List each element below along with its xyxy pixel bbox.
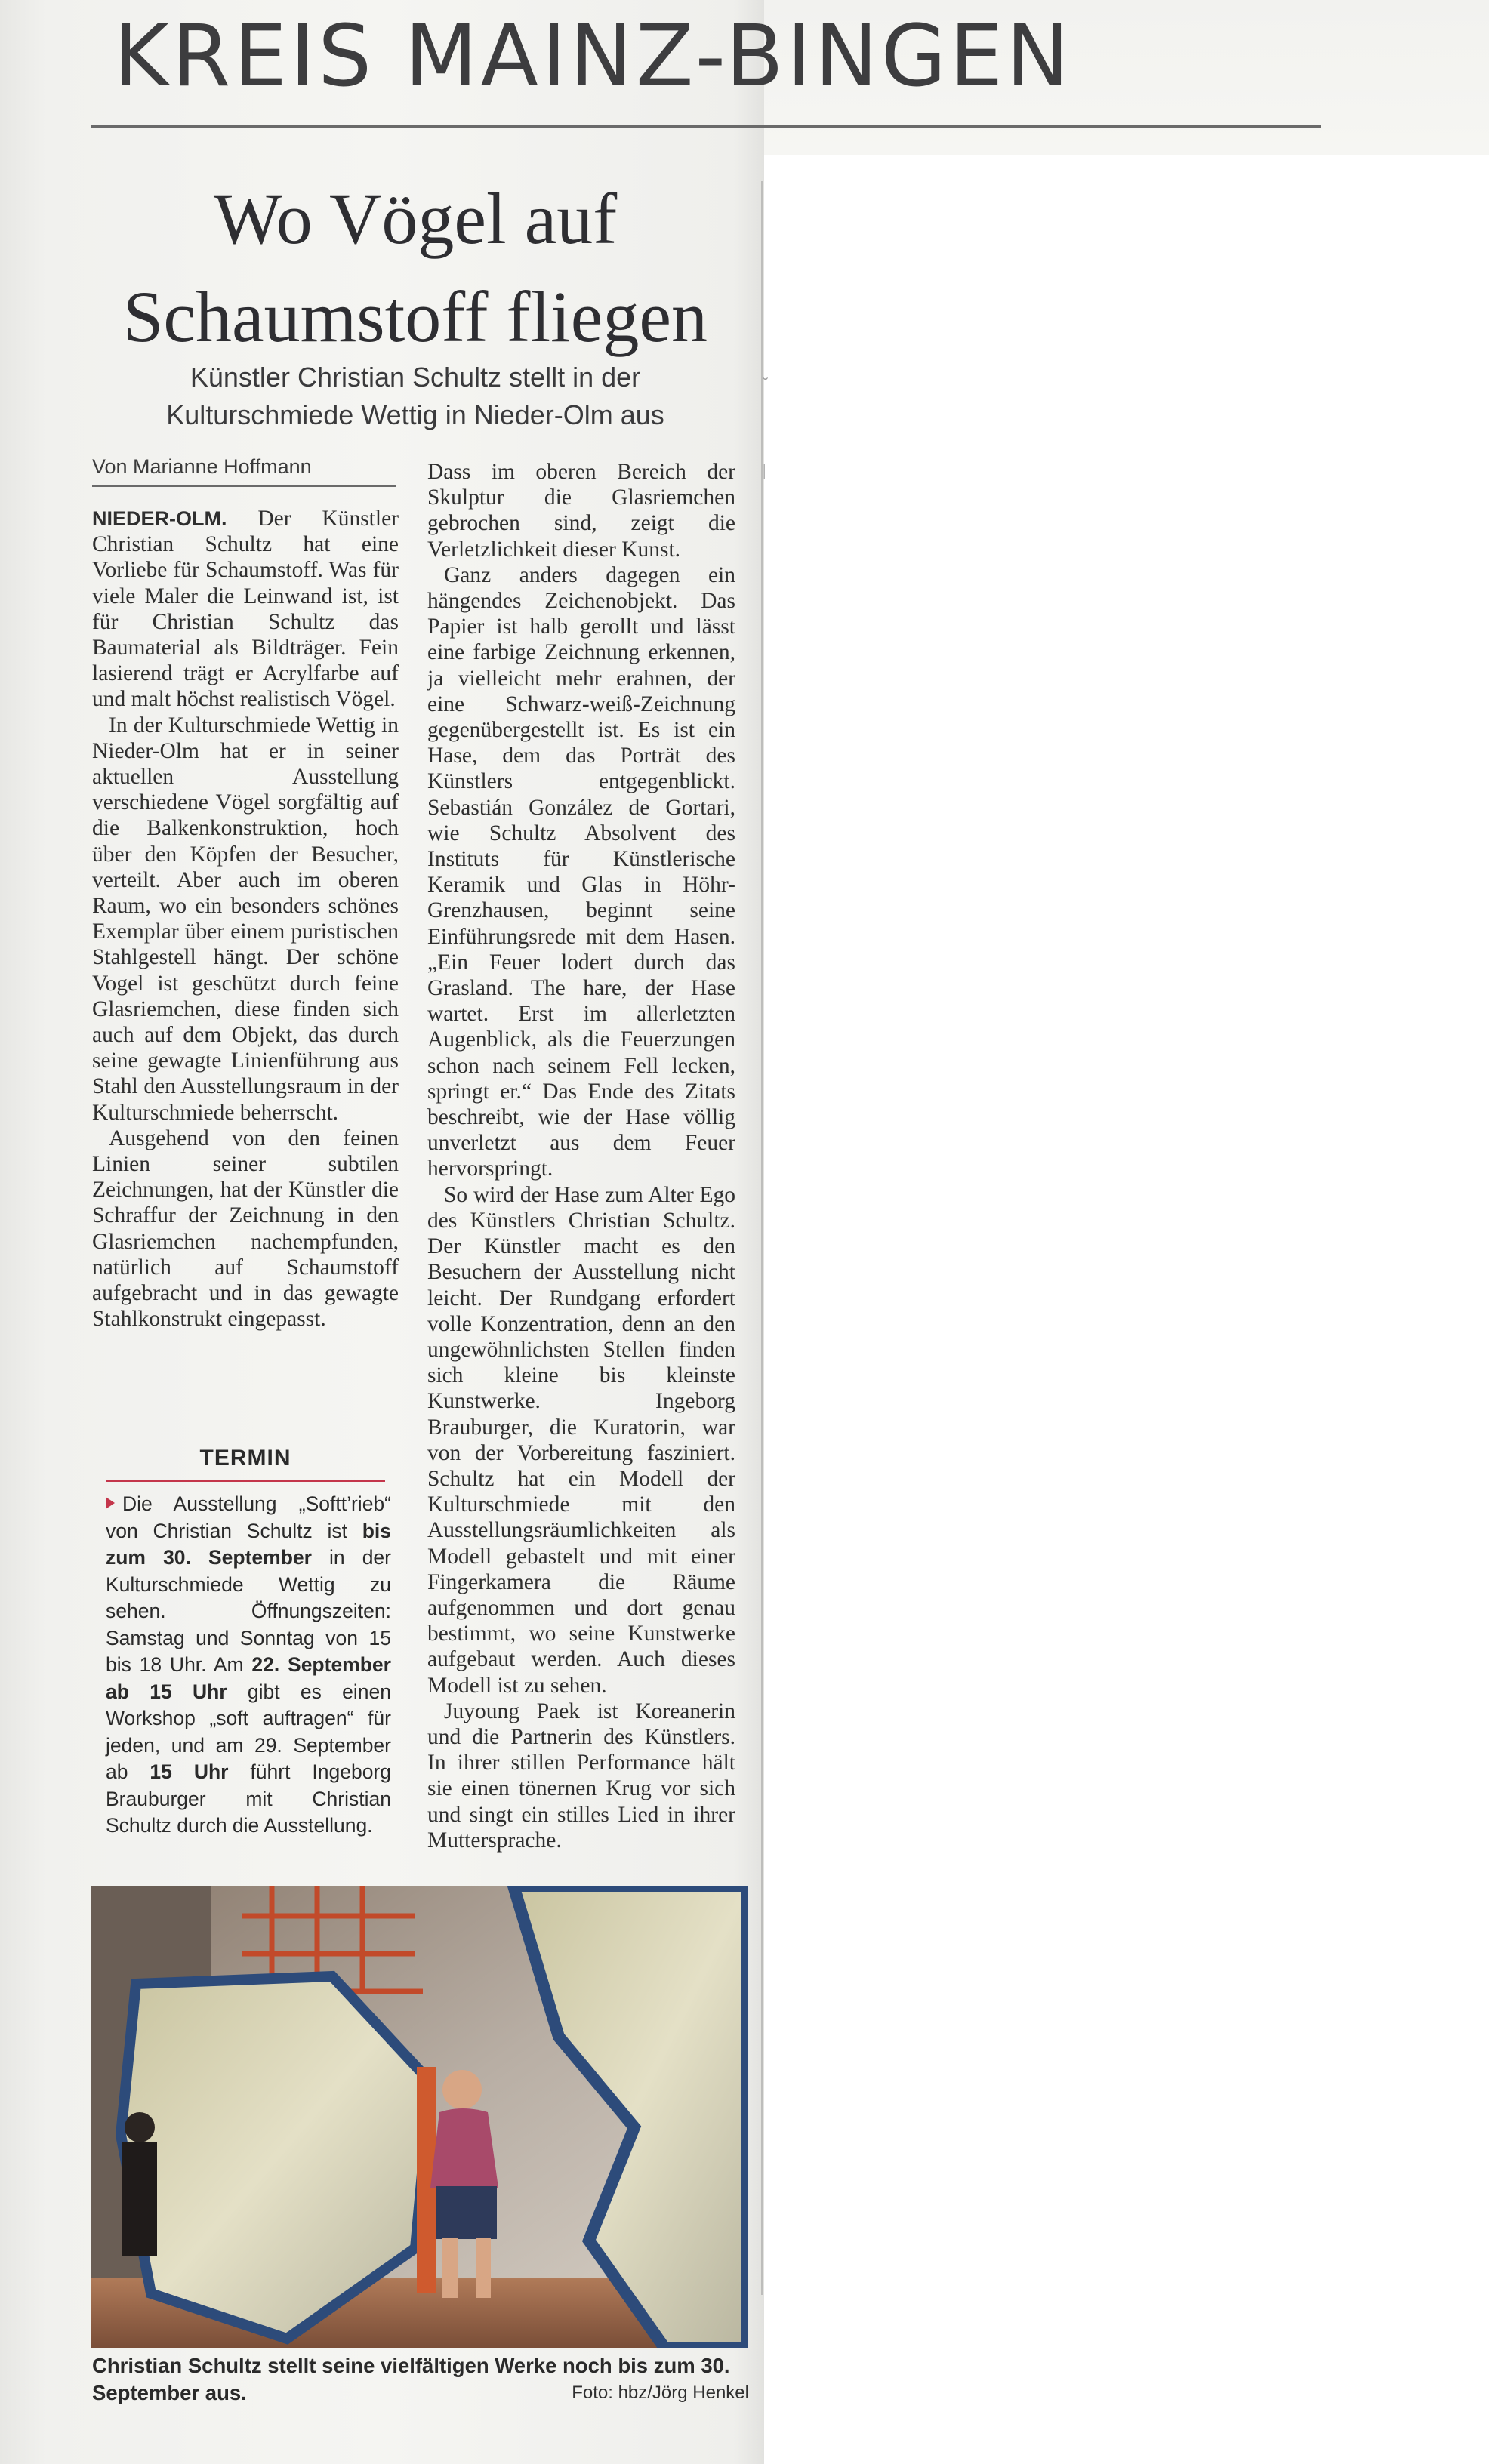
termin-text: gibt es einen Workshop „soft auftragen“ für jeden, und am 29. September ab: [106, 1680, 391, 1783]
edge-mark: ˘: [763, 374, 769, 393]
article-paragraph: Dass im oberen Bereich der Skulptur die Glasriemchen gebrochen sind, zeigt die Verletzlichkeit dieser Kunst.: [427, 460, 735, 562]
photo-credit: Foto: hbz/Jörg Henkel: [572, 2382, 749, 2403]
subheadline: [83, 359, 748, 434]
termin-rule: [106, 1480, 385, 1482]
byline-rule: [92, 485, 396, 487]
termin-highlight: 15 Uhr: [150, 1760, 229, 1783]
article-paragraph: [92, 506, 399, 713]
headline-line: Schaumstoff fliegen: [122, 276, 708, 357]
subheadline-line: Künstler Christian Schultz stellt in der: [190, 362, 641, 393]
termin-text: in der Kulturschmiede Wettig zu sehen. Öffnungszeiten: Samstag und Sonntag von 15 bis 18 Uhr. Am: [106, 1546, 391, 1676]
photo-illustration: [91, 1886, 748, 2348]
article-column-1: [92, 506, 399, 1332]
edge-mark: |: [763, 460, 766, 479]
triangle-bullet-icon: [106, 1497, 115, 1509]
headline-line: Wo Vögel auf: [213, 178, 618, 259]
photo-caption: [92, 2352, 749, 2407]
article-column-2: [427, 459, 735, 1853]
article-photo: [91, 1886, 748, 2348]
byline: Von Marianne Hoffmann: [92, 455, 312, 478]
article-paragraph: So wird der Hase zum Alter Ego des Künstlers Christian Schultz. Der Künstler macht es den Besuchern der Ausstellung nicht leicht. Der Rundgang erfordert volle Konzentration, denn an den ungewöhnlichsten Stellen finden sich kleine bis kleinste Kunstwerke. Ingeborg Brauburger, die Kuratorin, war von der Vorbereitung fasziniert. Schultz hat ein Modell der Kulturschmiede mit den Ausstellungsräumlichkeiten als Modell gebastelt und mit einer Fingerkamera die Räume aufgenommen und dort genau bestimmt, wo seine Kunstwerke aufgebaut werden. Auch dieses Modell ist zu sehen.: [427, 1182, 735, 1698]
caption-text: Christian Schultz stellt seine vielfältigen Werke noch bis zum 30. September aus.: [92, 2354, 730, 2404]
article-paragraph: Juyoung Paek ist Koreanerin und die Partnerin des Künstlers. In ihrer stillen Performance hält sie einen tönernen Krug vor sich und singt ein stilles Lied in ihrer Muttersprache.: [427, 1699, 735, 1853]
column-edge-rule: [761, 181, 763, 2295]
termin-highlight: 22. September ab 15 Uhr: [106, 1653, 391, 1703]
termin-heading: TERMIN: [199, 1446, 291, 1471]
termin-text: Die Ausstellung „Softt’rieb“ von Christian Schultz ist: [106, 1492, 391, 1542]
headline: [83, 170, 748, 366]
visitor-figure: [122, 2112, 157, 2256]
termin-box: [106, 1491, 391, 1840]
termin-text: führt Ingeborg Brauburger mit Christian Schultz durch die Ausstellung.: [106, 1760, 391, 1837]
article-text: Der Künstler Christian Schultz hat eine Vorliebe für Schaumstoff. Was für viele Maler die Leinwand ist, ist für Christian Schultz das Baumaterial als Bildträger. Fein lasierend trägt er Acrylfarbe auf und malt höchst realistisch Vögel.: [92, 507, 399, 712]
article-paragraph: In der Kulturschmiede Wettig in Nieder-Olm hat er in seiner aktuellen Ausstellung verschiedene Vögel sorgfältig auf die Balkenkonstruktion, hoch über den Köpfen der Besucher, verteilt. Aber auch im oberen Raum, wo ein besonders schönes Exemplar über einem puristischen Stahlgestell hängt. Der schöne Vogel ist geschützt durch feine Glasriemchen, diese finden sich auch auf dem Objekt, das durch seine gewagte Linienführung aus Stahl den Ausstellungsraum in der Kulturschmiede beherrscht.: [92, 713, 399, 1125]
termin-highlight: bis zum 30. September: [106, 1519, 391, 1569]
section-masthead: KREIS MAINZ-BINGEN: [113, 8, 1072, 106]
article-paragraph: Ganz anders dagegen ein hängendes Zeichenobjekt. Das Papier ist halb gerollt und lässt eine farbige Zeichnung erkennen, ja vielleicht mehr erahnen, der eine Schwarz-weiß-Zeichnung gegenübergestellt ist. Es ist ein Hase, dem das Porträt des Künstlers entgegenblickt. Sebastián González de Gortari, wie Schultz Absolvent des Instituts für Künstlerische Keramik und Glas in Höhr-Grenzhausen, beginnt seine Einführungsrede mit dem Hasen. „Ein Feuer lodert durch das Grasland. The hare, der Hase wartet. Erst im allerletzten Augenblick, als die Feuerzungen schon nach seinem Fell lecken, springt er.“ Das Ende des Zitats beschreibt, wie der Hase völlig unverletzt aus dem Feuer hervorspringt.: [427, 562, 735, 1181]
masthead-rule: [91, 125, 1321, 128]
subheadline-line: Kulturschmiede Wettig in Nieder-Olm aus: [166, 399, 664, 430]
article-paragraph: Ausgehend von den feinen Linien seiner subtilen Zeichnungen, hat der Künstler die Schraffur der Zeichnung in den Glasriemchen nachempfunden, natürlich auf Schaumstoff aufgebracht und in das gewagte Stahlkonstrukt eingepasst.: [92, 1126, 399, 1332]
dateline: NIEDER-OLM.: [92, 507, 227, 530]
